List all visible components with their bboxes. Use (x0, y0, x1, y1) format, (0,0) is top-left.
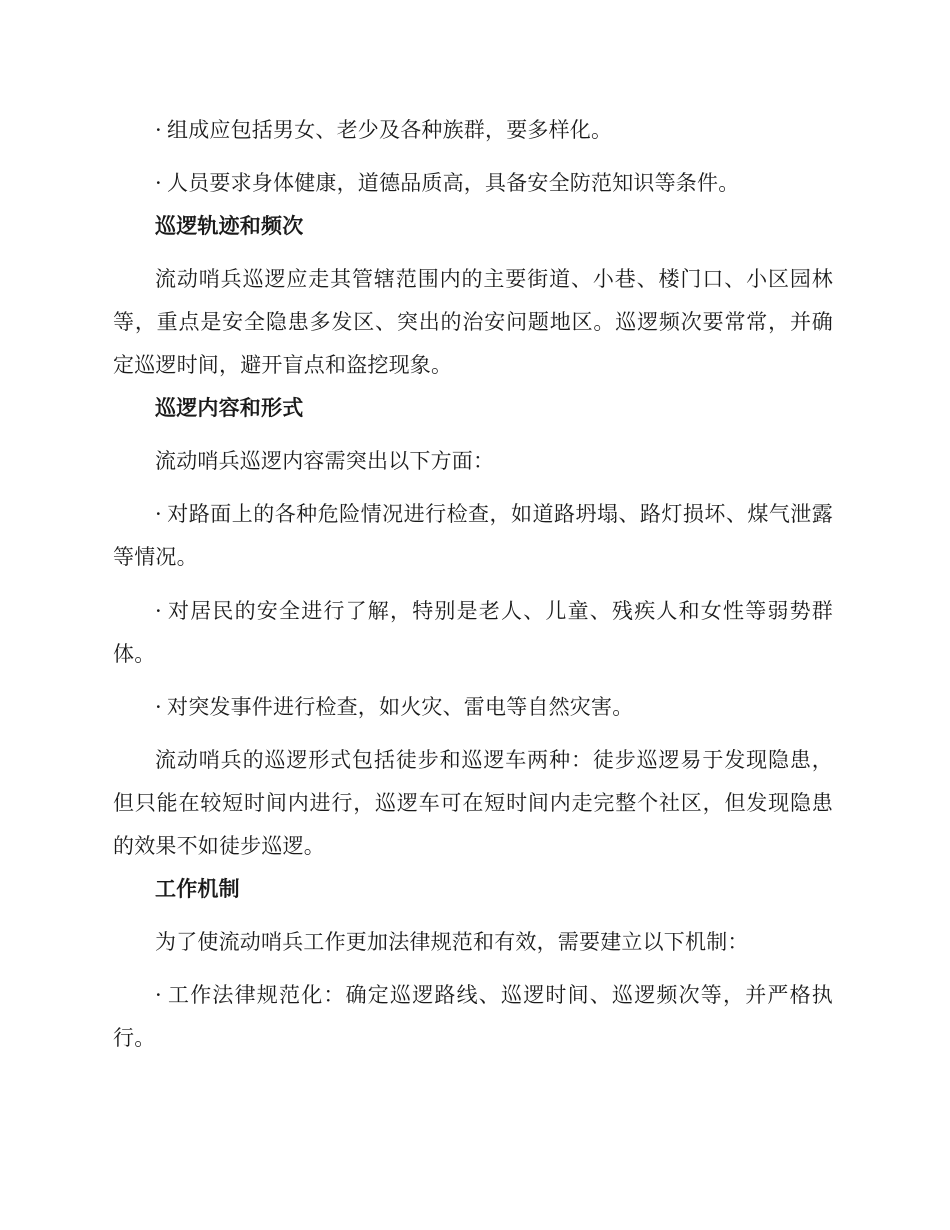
bullet-mark: · (155, 502, 162, 526)
section-heading: 巡逻轨迹和频次 (155, 214, 304, 238)
bullet-item (113, 590, 833, 676)
bullet-mark: · (155, 599, 162, 623)
body-paragraph: 流动哨兵巡逻应走其管辖范围内的主要街道、小巷、楼门口、小区园林等，重点是安全隐患多发区、突出的治安问题地区。巡逻频次要常常，并确定巡逻时间，避开盲点和盗挖现象。 (113, 267, 833, 377)
bullet-item (113, 686, 833, 729)
bullet-mark: · (155, 695, 162, 719)
bullet-text: 人员要求身体健康，道德品质高，具备安全防范知识等条件。 (167, 171, 740, 195)
bullet-mark: · (155, 171, 162, 195)
bullet-item (113, 109, 833, 152)
body-paragraph: 为了使流动哨兵工作更加法律规范和有效，需要建立以下机制： (155, 930, 749, 954)
bullet-text: 工作法律规范化：确定巡逻路线、巡逻时间、巡逻频次等，并严格执行。 (113, 983, 833, 1050)
section-heading: 巡逻内容和形式 (155, 396, 304, 420)
bullet-text: 对路面上的各种危险情况进行检查，如道路坍塌、路灯损坏、煤气泄露等情况。 (113, 502, 833, 569)
bullet-item (113, 493, 833, 579)
bullet-mark: · (155, 983, 162, 1007)
bullet-mark: · (155, 118, 162, 142)
bullet-text: 组成应包括男女、老少及各种族群，要多样化。 (167, 118, 613, 142)
section-heading: 工作机制 (155, 877, 240, 901)
bullet-text: 对居民的安全进行了解，特别是老人、儿童、残疾人和女性等弱势群体。 (113, 599, 833, 666)
body-paragraph: 流动哨兵巡逻内容需突出以下方面： (155, 449, 495, 473)
document-page (113, 109, 833, 1060)
bullet-item (113, 162, 833, 205)
bullet-item (113, 974, 833, 1060)
bullet-text: 对突发事件进行检查，如火灾、雷电等自然灾害。 (167, 695, 634, 719)
body-paragraph: 流动哨兵的巡逻形式包括徒步和巡逻车两种：徒步巡逻易于发现隐患，但只能在较短时间内进行，巡逻车可在短时间内走完整个社区，但发现隐患的效果不如徒步巡逻。 (113, 748, 833, 858)
